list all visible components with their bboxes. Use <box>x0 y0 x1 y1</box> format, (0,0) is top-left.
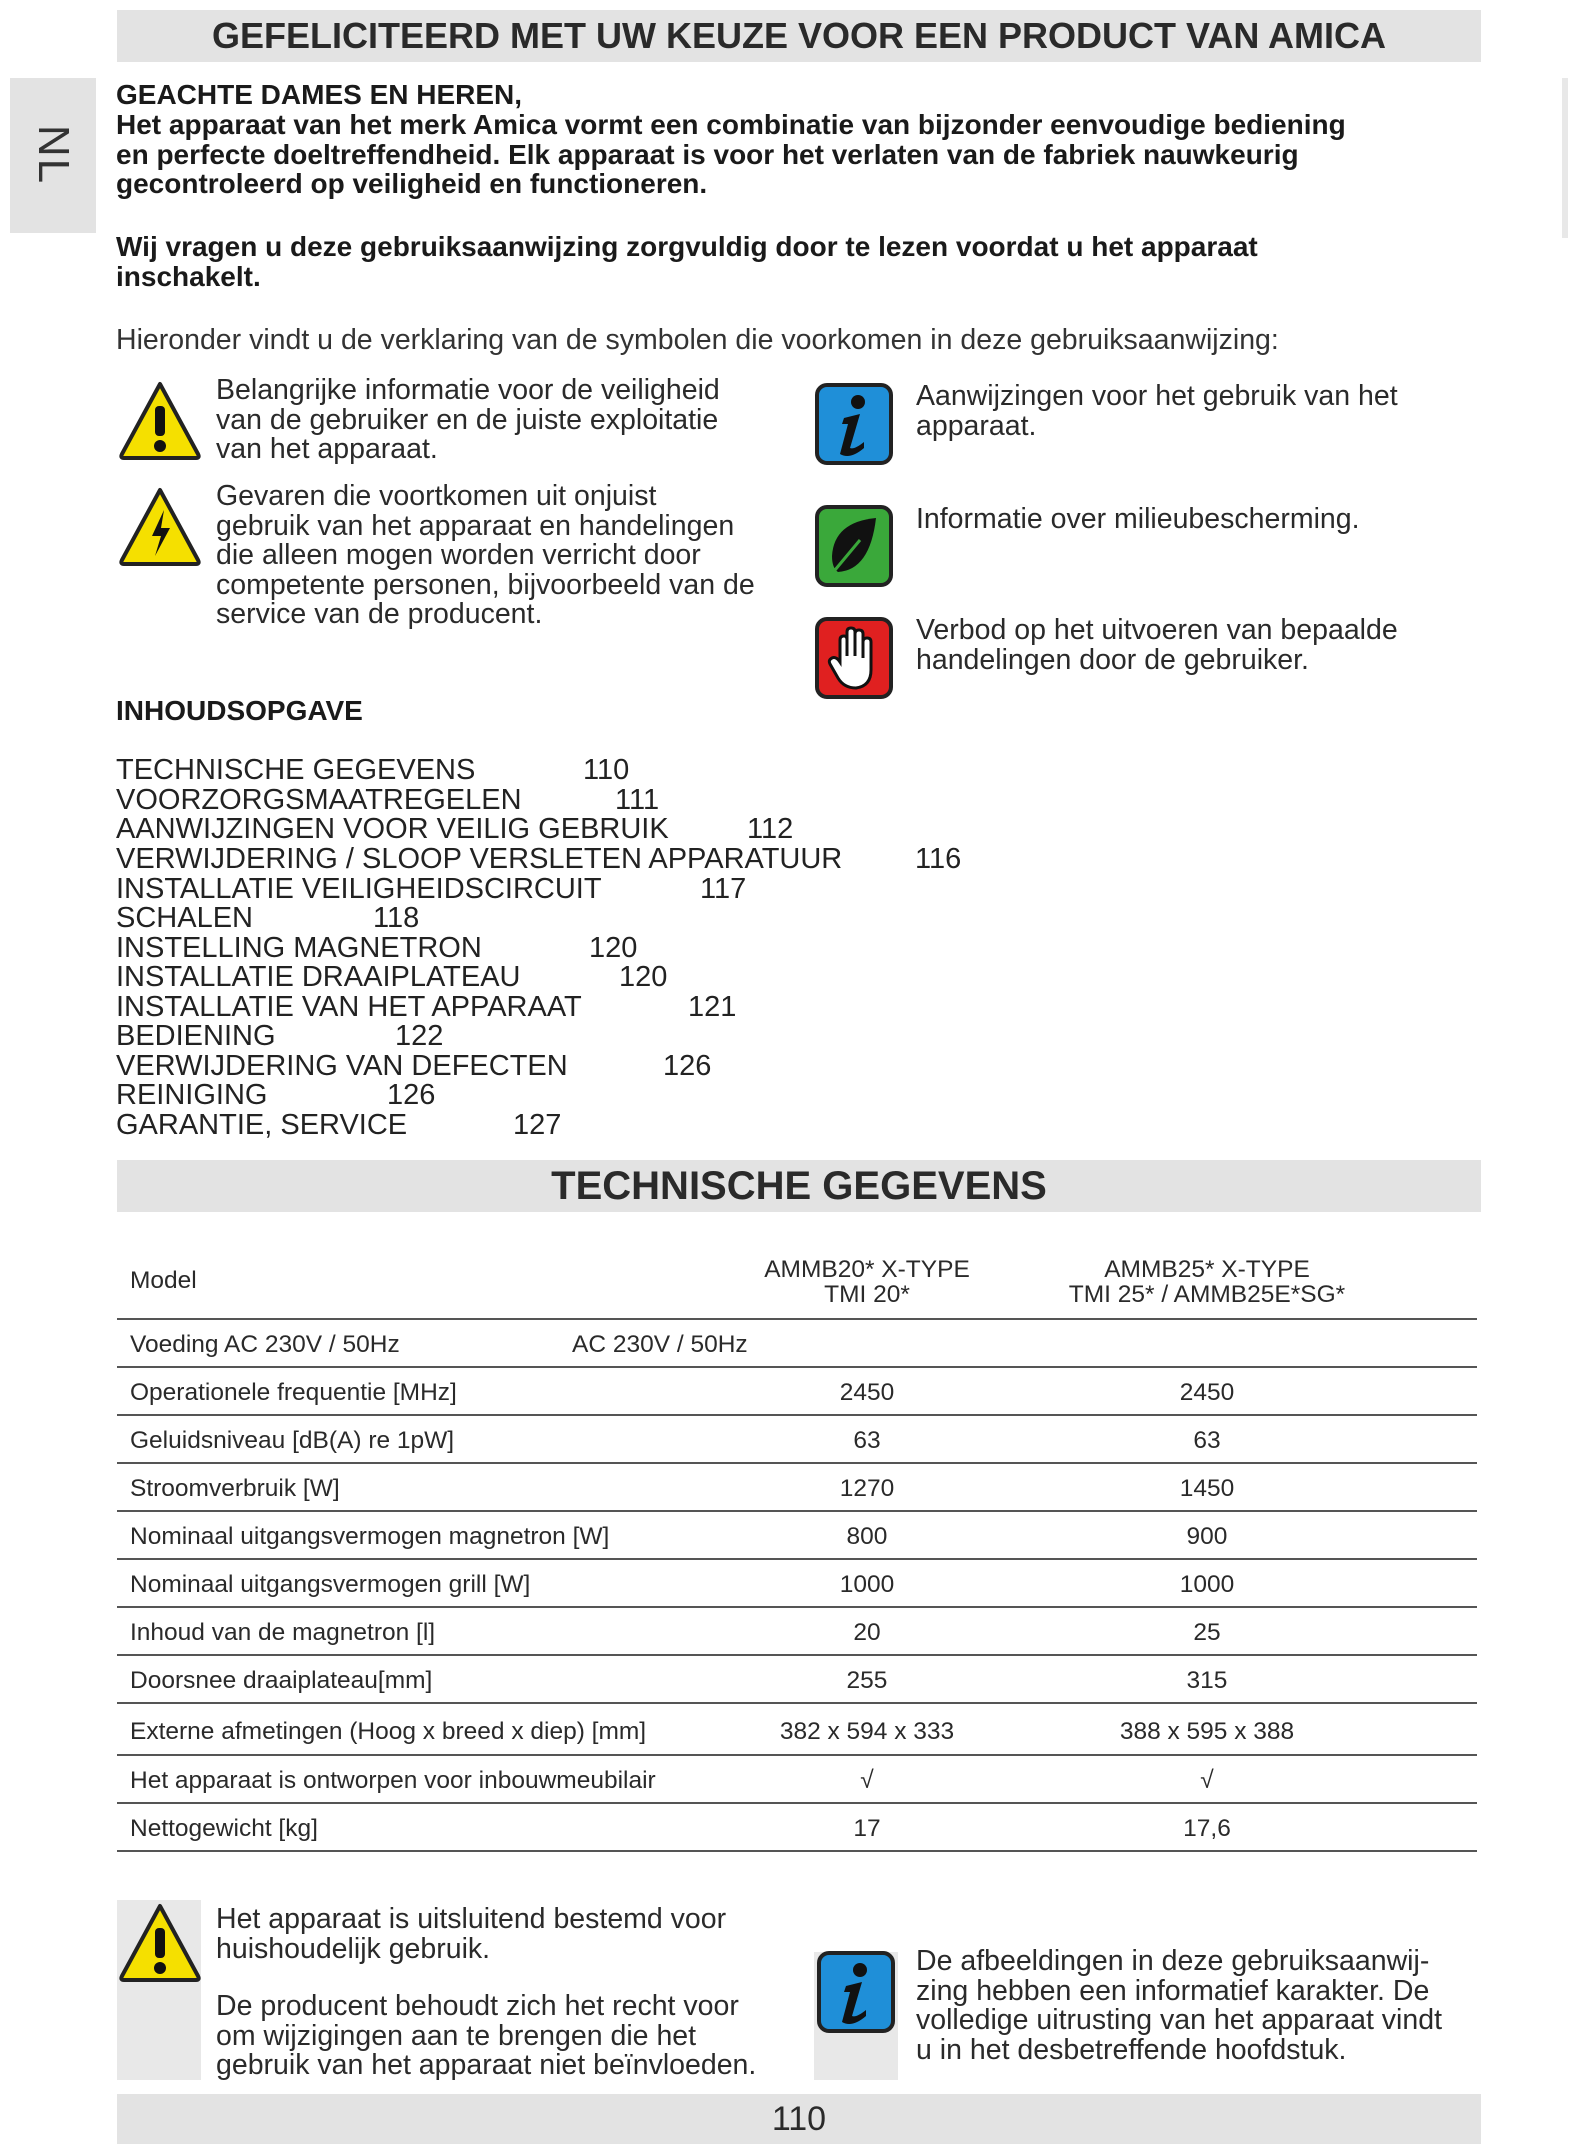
page-number: 110 <box>771 2100 827 2138</box>
model-name-line: TMI 25* / AMMB25E*SG* <box>1068 1281 1346 1308</box>
symbols-intro: Hieronder vindt u de verklaring van de symbolen die voorkomen in deze gebruiksaanwijzing: <box>116 324 1279 356</box>
row-label: Nettogewicht [kg] <box>130 1815 318 1842</box>
intro-line: en perfecte doeltreffendheid. Elk apparaat is voor het verlaten van de fabriek nauwkeurig <box>116 138 1299 170</box>
row-value-model-1: 1270 <box>839 1475 895 1502</box>
toc-entry[interactable]: INSTALLATIE VEILIGHEIDSCIRCUIT <box>116 873 602 905</box>
toc-page-number: 117 <box>700 873 747 905</box>
description-line: gebruik van het apparaat en handelingen <box>216 509 735 542</box>
section-title: TECHNISCHE GEGEVENS <box>117 1160 1481 1212</box>
row-value-model-1: 800 <box>846 1523 888 1550</box>
toc-page-number: 121 <box>688 991 737 1023</box>
description-line: Aanwijzingen voor het gebruik van het <box>916 380 1398 412</box>
illustration-note <box>916 1947 1442 2065</box>
toc-page-number: 126 <box>663 1050 712 1082</box>
table-row <box>117 1608 1477 1656</box>
salutation: GEACHTE DAMES EN HEREN, <box>116 79 523 110</box>
table-row <box>117 1512 1477 1560</box>
model-name-line: AMMB20* X-TYPE <box>764 1256 970 1283</box>
toc-entry[interactable]: BEDIENING <box>116 1020 276 1052</box>
eco-leaf-icon <box>814 504 894 593</box>
row-value-model-1: 1000 <box>839 1571 895 1598</box>
toc-entry[interactable]: VOORZORGSMAATREGELEN <box>116 784 522 816</box>
language-label: NL <box>29 124 78 186</box>
toc-page-number: 126 <box>387 1079 436 1111</box>
table-row <box>117 1804 1477 1852</box>
row-label: Nominaal uitgangsvermogen grill [W] <box>130 1571 531 1598</box>
table-row <box>117 1416 1477 1464</box>
toc-entry[interactable]: AANWIJZINGEN VOOR VEILIG GEBRUIK <box>116 813 669 845</box>
row-value-model-2: 1450 <box>1179 1475 1235 1502</box>
toc-page-number: 116 <box>915 843 962 875</box>
page-header-title: GEFELICITEERD MET UW KEUZE VOOR EEN PRODUCT VAN AMICA <box>117 10 1481 62</box>
toc-entry[interactable]: VERWIJDERING / SLOOP VERSLETEN APPARATUUR <box>116 843 843 875</box>
description-line: die alleen mogen worden verricht door <box>216 539 701 571</box>
row-label: Voeding AC 230V / 50Hz <box>130 1331 400 1358</box>
row-value: AC 230V / 50Hz <box>572 1331 748 1358</box>
model-label: Model <box>130 1267 197 1294</box>
intro-paragraph <box>116 110 1456 199</box>
row-value-model-2: 17,6 <box>1183 1815 1231 1842</box>
toc-page-number: 111 <box>615 784 660 816</box>
row-value-model-2: 900 <box>1186 1523 1228 1550</box>
intro-line: Het apparaat van het merk Amica vormt een combinatie van bijzonder eenvoudige bediening <box>116 109 1346 140</box>
row-label: Doorsnee draaiplateau[mm] <box>130 1667 433 1694</box>
row-value-model-1: 382 x 594 x 333 <box>779 1718 955 1745</box>
toc-page-number: 110 <box>583 754 630 786</box>
row-label: Stroomverbruik [W] <box>130 1475 340 1502</box>
note-line: Het apparaat is uitsluitend bestemd voor <box>216 1903 727 1935</box>
table-row <box>117 1464 1477 1512</box>
description-line: apparaat. <box>916 409 1037 442</box>
row-value-model-1: 2450 <box>839 1379 895 1406</box>
row-value-model-1: 20 <box>853 1619 881 1646</box>
note-line: huishoudelijk gebruik. <box>216 1932 491 1965</box>
description-line: van het apparaat. <box>216 433 438 465</box>
toc-page-number: 122 <box>395 1020 444 1052</box>
row-value-model-1: √ <box>860 1767 874 1794</box>
electric-hazard-icon <box>118 486 202 571</box>
row-value-model-2: 63 <box>1193 1427 1221 1454</box>
row-value-model-2: 25 <box>1193 1619 1221 1646</box>
description-line: handelingen door de gebruiker. <box>916 643 1309 676</box>
model-2-header <box>1007 1257 1407 1307</box>
table-row <box>117 1656 1477 1704</box>
row-value-model-1: 255 <box>846 1667 888 1694</box>
note-line: De producent behoudt zich het recht voor <box>216 1990 739 2022</box>
note-line: volledige uitrusting van het apparaat vindt <box>916 2004 1443 2036</box>
toc-heading: INHOUDSOPGAVE <box>116 695 363 726</box>
eco-description <box>916 505 1360 535</box>
toc-page-number: 120 <box>619 961 668 993</box>
toc-entry[interactable]: GARANTIE, SERVICE <box>116 1109 408 1141</box>
description-line: Gevaren die voortkomen uit onjuist <box>216 480 657 512</box>
description-line: Belangrijke informatie voor de veiligheid <box>216 374 720 406</box>
row-label: Geluidsniveau [dB(A) re 1pW] <box>130 1427 455 1454</box>
toc-entry[interactable]: TECHNISCHE GEGEVENS <box>116 754 476 786</box>
row-value-model-2: √ <box>1200 1767 1214 1794</box>
description-line: service van de producent. <box>216 598 543 630</box>
row-value-model-1: 17 <box>853 1815 881 1842</box>
table-row <box>117 1756 1477 1804</box>
warning-icon <box>118 1902 202 1987</box>
row-label: Inhoud van de magnetron [l] <box>130 1619 436 1646</box>
row-value-model-2: 1000 <box>1179 1571 1235 1598</box>
note-line: gebruik van het apparaat niet beïnvloeden. <box>216 2049 757 2081</box>
toc-entry[interactable]: REINIGING <box>116 1079 268 1111</box>
row-value-model-2: 2450 <box>1179 1379 1235 1406</box>
info-icon <box>816 1950 896 2039</box>
toc-entry[interactable]: SCHALEN <box>116 902 253 934</box>
page-edge-marker <box>1562 78 1568 238</box>
row-label: Het apparaat is ontworpen voor inbouwmeubilair <box>130 1767 656 1794</box>
row-label: Nominaal uitgangsvermogen magnetron [W] <box>130 1523 610 1550</box>
model-name-line: AMMB25* X-TYPE <box>1104 1256 1310 1283</box>
toc-entry[interactable]: VERWIJDERING VAN DEFECTEN <box>116 1050 568 1082</box>
description-line: Informatie over milieubescherming. <box>916 503 1360 535</box>
row-value-model-2: 315 <box>1186 1667 1228 1694</box>
request-line: inschakelt. <box>116 260 261 292</box>
note-line: zing hebben een informatief karakter. De <box>916 1974 1430 2007</box>
description-line: van de gebruiker en de juiste exploitatie <box>216 403 719 436</box>
intro-line: gecontroleerd op veiligheid en functioneren. <box>116 168 708 199</box>
toc-entry[interactable]: INSTALLATIE VAN HET APPARAAT <box>116 991 582 1023</box>
request-paragraph <box>116 232 1456 291</box>
warning-icon <box>118 380 202 465</box>
info-description <box>916 382 1398 441</box>
model-name-line: TMI 20* <box>824 1281 910 1308</box>
electric-hazard-description <box>216 482 755 630</box>
info-icon <box>814 382 894 471</box>
toc-entry[interactable]: INSTALLATIE DRAAIPLATEAU <box>116 961 521 993</box>
prohibited-hand-icon <box>814 616 894 705</box>
model-1-header <box>717 1257 1017 1307</box>
language-tab <box>10 78 96 233</box>
table-row <box>117 1560 1477 1608</box>
row-value-model-1: 63 <box>853 1427 881 1454</box>
warning-description <box>216 376 720 465</box>
description-line: competente personen, bijvoorbeeld van de <box>216 568 755 601</box>
prohibited-description <box>916 616 1398 675</box>
row-label: Operationele frequentie [MHz] <box>130 1379 457 1406</box>
toc-entry[interactable]: INSTELLING MAGNETRON <box>116 932 482 964</box>
toc-page-number: 118 <box>373 902 420 934</box>
table-row <box>117 1368 1477 1416</box>
note-line: u in het desbetreffende hoofdstuk. <box>916 2033 1347 2066</box>
toc-page-number: 120 <box>589 932 638 964</box>
note-line: om wijzigingen aan te brengen die het <box>216 2019 697 2052</box>
toc-page-number: 127 <box>513 1109 562 1141</box>
table-row <box>117 1320 1477 1368</box>
row-value-model-2: 388 x 595 x 388 <box>1119 1718 1295 1745</box>
description-line: Verbod op het uitvoeren van bepaalde <box>916 614 1398 646</box>
household-use-note <box>216 1905 756 2081</box>
toc-page-number: 112 <box>747 813 794 845</box>
row-label: Externe afmetingen (Hoog x breed x diep) [mm] <box>130 1718 647 1745</box>
table-row <box>117 1704 1477 1756</box>
table-header-row <box>117 1243 1477 1320</box>
note-line: De afbeeldingen in deze gebruiksaanwij- <box>916 1945 1430 1977</box>
request-line: Wij vragen u deze gebruiksaanwijzing zorgvuldig door te lezen voordat u het apparaat <box>116 231 1258 262</box>
